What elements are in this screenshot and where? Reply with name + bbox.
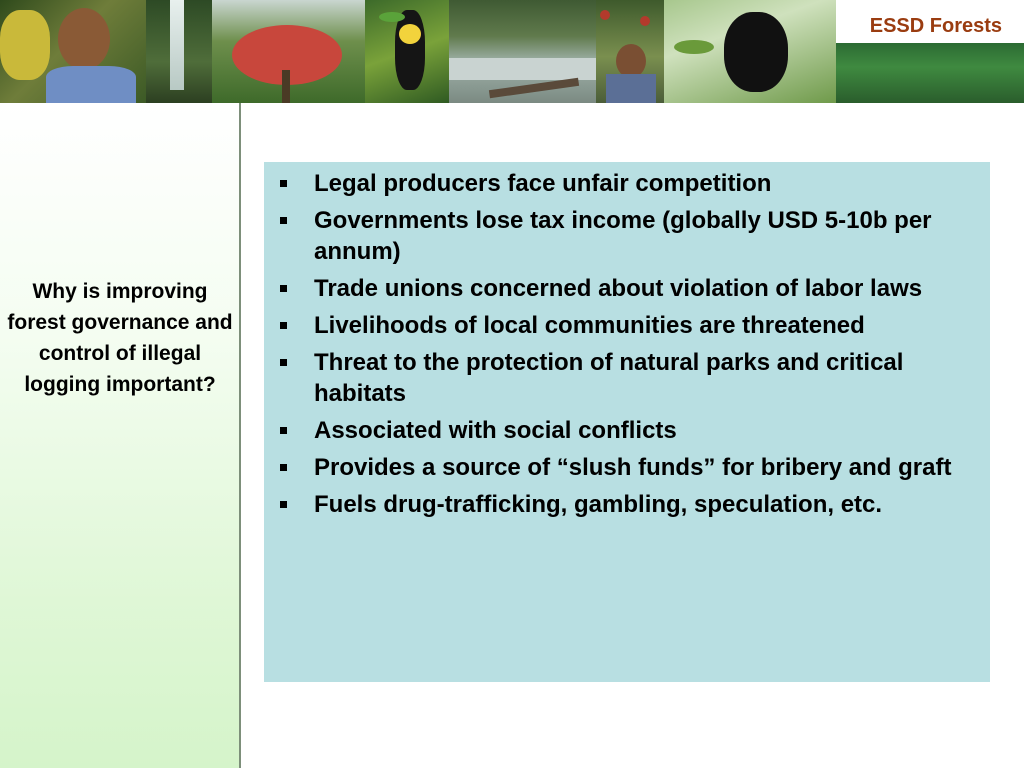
man-with-bananas-photo	[0, 0, 146, 103]
slide-question: Why is improving forest governance and control of illegal logging important?	[7, 280, 233, 396]
square-bullet-icon	[280, 180, 287, 187]
bullet-text: Threat to the protection of natural parks and critical habitats	[314, 349, 904, 407]
waterfall-photo	[146, 0, 212, 103]
bullet-item	[278, 273, 970, 304]
brand-area	[836, 0, 1024, 103]
bullet-item	[278, 489, 970, 520]
toucan-photo	[365, 0, 449, 103]
bullet-text: Livelihoods of local communities are threatened	[314, 312, 865, 339]
bullet-item	[278, 415, 970, 446]
panel-divider	[239, 103, 241, 768]
bullet-item	[278, 310, 970, 341]
square-bullet-icon	[280, 464, 287, 471]
monkey-photo	[664, 0, 836, 103]
bullet-text: Trade unions concerned about violation of labor laws	[314, 275, 923, 302]
left-panel	[0, 103, 239, 768]
coffee-picker-photo	[596, 0, 664, 103]
forest-river-photo	[449, 0, 596, 103]
bullet-text: Legal producers face unfair competition	[314, 170, 772, 197]
bullet-list	[264, 162, 990, 520]
square-bullet-icon	[280, 285, 287, 292]
bullet-text: Provides a source of “slush funds” for bribery and graft	[314, 454, 952, 481]
flowering-tree-photo	[212, 0, 365, 103]
content-box	[264, 162, 990, 682]
bullet-item	[278, 168, 970, 199]
square-bullet-icon	[280, 322, 287, 329]
bullet-item	[278, 347, 970, 409]
photo-banner	[0, 0, 1024, 103]
square-bullet-icon	[280, 359, 287, 366]
brand-title: ESSD Forests	[869, 15, 1002, 37]
square-bullet-icon	[280, 217, 287, 224]
square-bullet-icon	[280, 501, 287, 508]
square-bullet-icon	[280, 427, 287, 434]
bullet-text: Associated with social conflicts	[314, 417, 677, 444]
bullet-text: Fuels drug-trafficking, gambling, speculation, etc.	[314, 491, 883, 518]
forest-canopy-photo	[836, 43, 1024, 103]
bullet-text: Governments lose tax income (globally USD 5-10b per annum)	[314, 207, 932, 265]
bullet-item	[278, 205, 970, 267]
bullet-item	[278, 452, 970, 483]
